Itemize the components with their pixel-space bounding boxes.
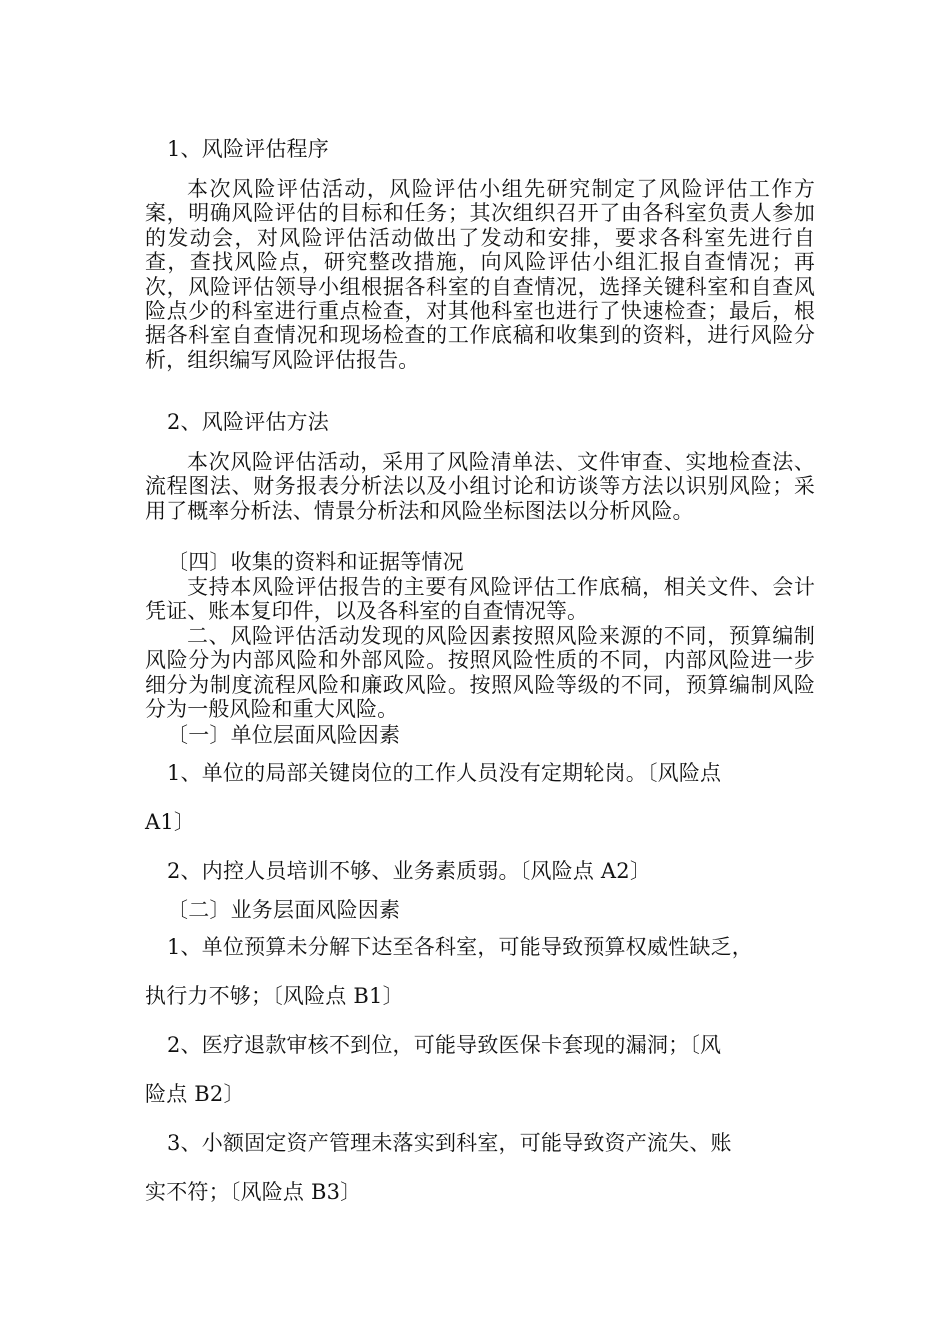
- business-risk-item-1-cont: 执行力不够；〔风险点 B1〕: [145, 984, 404, 1008]
- section-title-evidence: 〔四〕收集的资料和证据等情况: [167, 550, 464, 574]
- business-risk-item-2-cont: 险点 B2〕: [145, 1082, 245, 1106]
- unit-risk-item-1: 1、单位的局部关键岗位的工作人员没有定期轮岗。〔风险点: [167, 761, 722, 785]
- paragraph-evidence: 支持本风险评估报告的主要有风险评估工作底稿，相关文件、会计凭证、账本复印件，以及各科室的自查情况等。: [145, 575, 815, 624]
- section-title-method: 2、风险评估方法: [167, 410, 329, 434]
- paragraph-risk-factors-intro: 二、风险评估活动发现的风险因素按照风险来源的不同，预算编制风险分为内部风险和外部风险。按照风险性质的不同，内部风险进一步细分为制度流程风险和廉政风险。按照风险等级的不同，预算编制风险分为一般风险和重大风险。: [145, 624, 815, 722]
- business-risk-item-3-cont: 实不符；〔风险点 B3〕: [145, 1180, 362, 1204]
- unit-risk-item-1-cont: A1〕: [145, 810, 196, 834]
- business-risk-item-2: 2、医疗退款审核不到位，可能导致医保卡套现的漏洞；〔风: [167, 1033, 722, 1057]
- business-risk-item-1: 1、单位预算未分解下达至各科室，可能导致预算权威性缺乏，: [167, 935, 753, 959]
- section-title-unit-level: 〔一〕单位层面风险因素: [167, 723, 401, 747]
- business-risk-item-3: 3、小额固定资产管理未落实到科室，可能导致资产流失、账: [167, 1131, 732, 1155]
- paragraph-method: 本次风险评估活动，采用了风险清单法、文件审查、实地检查法、流程图法、财务报表分析法以及小组讨论和访谈等方法以识别风险；采用了概率分析法、情景分析法和风险坐标图法以分析风险。: [145, 450, 815, 523]
- paragraph-procedure: 本次风险评估活动，风险评估小组先研究制定了风险评估工作方案，明确风险评估的目标和任务；其次组织召开了由各科室负责人参加的发动会，对风险评估活动做出了发动和安排，要求各科室先进行自查，查找风险点，研究整改措施，向风险评估小组汇报自查情况；再次，风险评估领导小组根据各科室的自查情况，选择关键科室和自查风险点少的科室进行重点检查，对其他科室也进行了快速检查；最后，根据各科室自查情况和现场检查的工作底稿和收集到的资料，进行风险分析，组织编写风险评估报告。: [145, 177, 815, 372]
- unit-risk-item-2: 2、内控人员培训不够、业务素质弱。〔风险点 A2〕: [167, 859, 652, 883]
- section-title-business-level: 〔二〕业务层面风险因素: [167, 898, 401, 922]
- section-title-procedure: 1、风险评估程序: [167, 137, 329, 161]
